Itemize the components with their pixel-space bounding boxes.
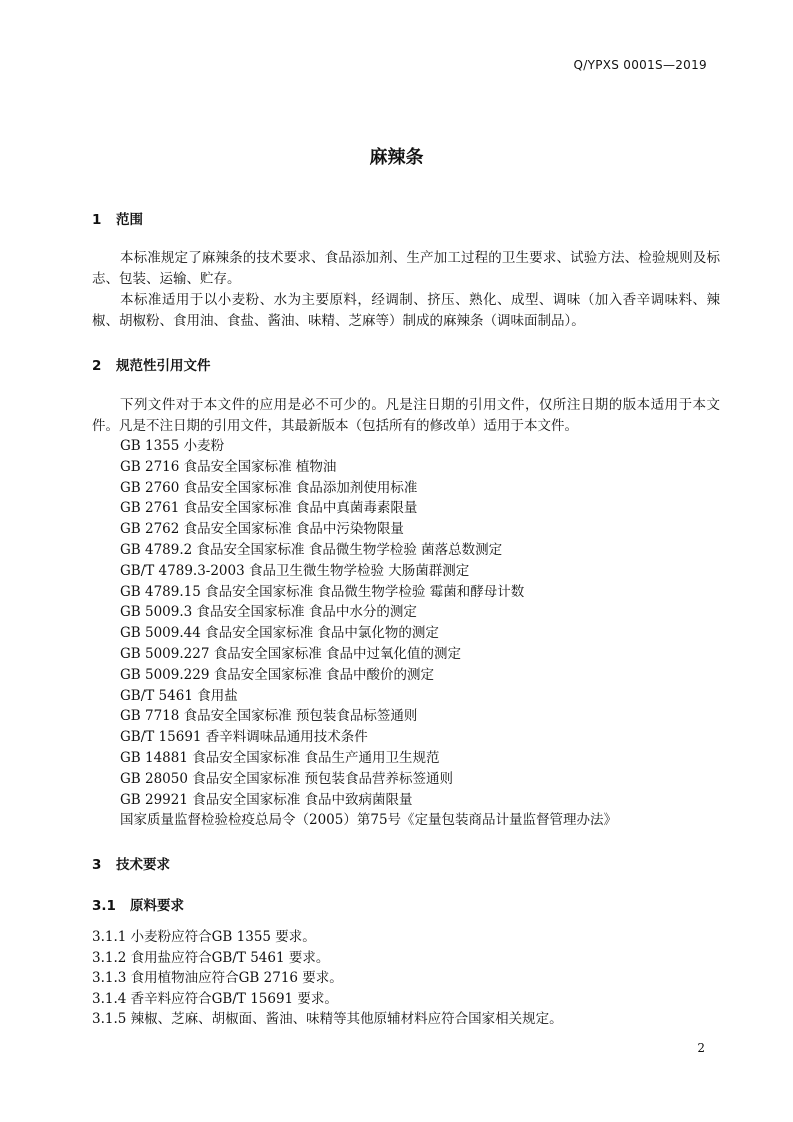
list-item: GB 5009.3 食品安全国家标准 食品中水分的测定	[120, 604, 417, 621]
paragraph: 本标准适用于以小麦粉、水为主要原料，经调制、挤压、熟化、成型、调味（加入香辛调味料、辣椒、胡椒粉、食用油、食盐、酱油、味精、芝麻等）制成的麻辣条（调味面制品）。	[92, 292, 720, 329]
section-title: 范围	[116, 212, 143, 228]
subsection-title: 原料要求	[130, 898, 184, 914]
page-number: 2	[697, 1041, 705, 1055]
section-number: 1	[92, 212, 102, 228]
section-heading-scope	[92, 208, 143, 228]
list-item: 3.1.5 辣椒、芝麻、胡椒面、酱油、味精等其他原辅材料应符合国家相关规定。	[92, 1011, 563, 1028]
section-title: 技术要求	[116, 857, 170, 873]
list-item: GB/T 4789.3-2003 食品卫生微生物学检验 大肠菌群测定	[120, 562, 470, 579]
section-heading-technical-requirements	[92, 853, 170, 873]
requirement-list	[92, 927, 563, 1030]
section-heading-normative-references	[92, 354, 211, 374]
subsection-heading-raw-materials	[92, 894, 184, 914]
list-item: GB 29921 食品安全国家标准 食品中致病菌限量	[120, 791, 413, 808]
subsection-number: 3.1	[92, 898, 116, 914]
list-item: 3.1.4 香辛料应符合GB/T 15691 要求。	[92, 990, 338, 1007]
list-item: GB/T 5461 食用盐	[120, 687, 238, 704]
list-item: 3.1.3 食用植物油应符合GB 2716 要求。	[92, 970, 343, 987]
section-number: 3	[92, 857, 102, 873]
list-item: GB 4789.15 食品安全国家标准 食品微生物学检验 霉菌和酵母计数	[120, 583, 525, 600]
list-item: GB 4789.2 食品安全国家标准 食品微生物学检验 菌落总数测定	[120, 541, 503, 558]
list-item: 3.1.1 小麦粉应符合GB 1355 要求。	[92, 929, 316, 945]
section-title: 规范性引用文件	[116, 358, 211, 374]
list-item: 国家质量监督检验检疫总局令（2005）第75号《定量包装商品计量监督管理办法》	[120, 812, 618, 829]
document-title: 麻辣条	[369, 147, 424, 168]
document-code: Q/YPXS 0001S—2019	[573, 58, 707, 72]
list-item: GB 5009.227 食品安全国家标准 食品中过氧化值的测定	[120, 645, 461, 662]
paragraph: 本标准规定了麻辣条的技术要求、食品添加剂、生产加工过程的卫生要求、试验方法、检验规则及标志、包装、运输、贮存。	[92, 250, 720, 287]
list-item: GB 2716 食品安全国家标准 植物油	[120, 458, 337, 475]
section-number: 2	[92, 358, 102, 374]
list-item: GB 5009.44 食品安全国家标准 食品中氯化物的测定	[120, 625, 439, 642]
list-item: GB 14881 食品安全国家标准 食品生产通用卫生规范	[120, 749, 440, 766]
list-item: GB 2761 食品安全国家标准 食品中真菌毒素限量	[120, 500, 418, 517]
list-item: GB 1355 小麦粉	[120, 438, 225, 454]
list-item: 3.1.2 食用盐应符合GB/T 5461 要求。	[92, 949, 330, 966]
list-item: GB 7718 食品安全国家标准 预包装食品标签通则	[120, 708, 418, 725]
list-item: GB 28050 食品安全国家标准 预包装食品营养标签通则	[120, 770, 454, 787]
list-item: GB 5009.229 食品安全国家标准 食品中酸价的测定	[120, 666, 434, 683]
reference-list	[120, 436, 617, 831]
list-item: GB/T 15691 香辛料调味品通用技术条件	[120, 729, 368, 746]
list-item: GB 2760 食品安全国家标准 食品添加剂使用标准	[120, 479, 418, 496]
list-item: GB 2762 食品安全国家标准 食品中污染物限量	[120, 521, 404, 538]
paragraph: 下列文件对于本文件的应用是必不可少的。凡是注日期的引用文件，仅所注日期的版本适用于本文件。凡是不注日期的引用文件，其最新版本（包括所有的修改单）适用于本文件。	[92, 397, 720, 434]
